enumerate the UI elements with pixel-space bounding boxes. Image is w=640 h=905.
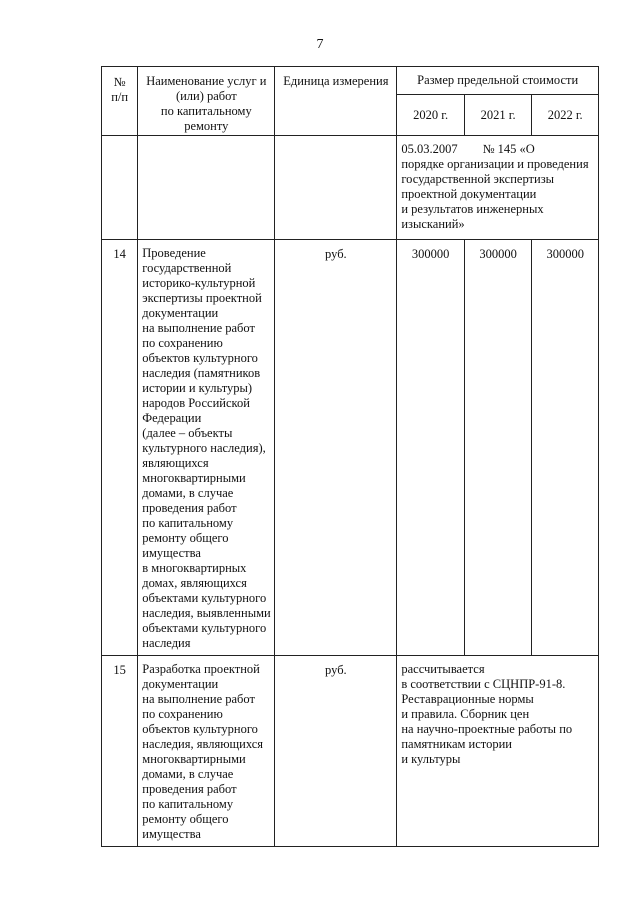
cont-name	[138, 136, 275, 240]
row-value-2020: 300000	[397, 240, 465, 656]
header-num: № п/п	[102, 67, 138, 136]
row-value-2022: 300000	[532, 240, 599, 656]
header-row-1	[102, 67, 599, 95]
header-year-2022: 2022 г.	[532, 95, 599, 136]
row-name: Разработка проектной документации на выполнение работ по сохранению объектов культурного наследия, являющихся многоквартирными домами, в случае проведения работ по капитальному ремонту общего имущества	[138, 656, 275, 847]
row-num: 15	[102, 656, 138, 847]
cost-table	[101, 66, 599, 847]
table-row	[102, 656, 599, 847]
row-merged-text: рассчитывается в соответствии с СЦНПР-91-8. Реставрационные нормы и правила. Сборник цен на научно-проектные работы по памятникам истории и культуры	[397, 656, 599, 847]
header-year-2020: 2020 г.	[397, 95, 465, 136]
header-unit: Единица измерения	[275, 67, 397, 136]
header-year-2021: 2021 г.	[464, 95, 532, 136]
row-value-2021: 300000	[464, 240, 532, 656]
row-name: Проведение государственной историко-культурной экспертизы проектной документации на выполнение работ по сохранению объектов культурного наследия (памятников истории и культуры) народов Российской Федерации (далее – объекты культурного наследия), являющихся многоквартирными домами, в случае проведения работ по капитальному ремонту общего имущества в многоквартирных домах, являющихся объектами культурного наследия, выявленными объектами культурного наследия	[138, 240, 275, 656]
header-cost-group: Размер предельной стоимости	[397, 67, 599, 95]
row-unit: руб.	[275, 240, 397, 656]
cont-unit	[275, 136, 397, 240]
cont-num	[102, 136, 138, 240]
table-row-continuation	[102, 136, 599, 240]
table-row	[102, 240, 599, 656]
cont-merged-text: 05.03.2007 № 145 «О порядке организации и проведения государственной экспертизы проектной документации и результатов инженерных изысканий»	[397, 136, 599, 240]
row-num: 14	[102, 240, 138, 656]
page-number: 7	[316, 37, 324, 52]
row-unit: руб.	[275, 656, 397, 847]
header-name: Наименование услуг и (или) работ по капитальному ремонту	[138, 67, 275, 136]
